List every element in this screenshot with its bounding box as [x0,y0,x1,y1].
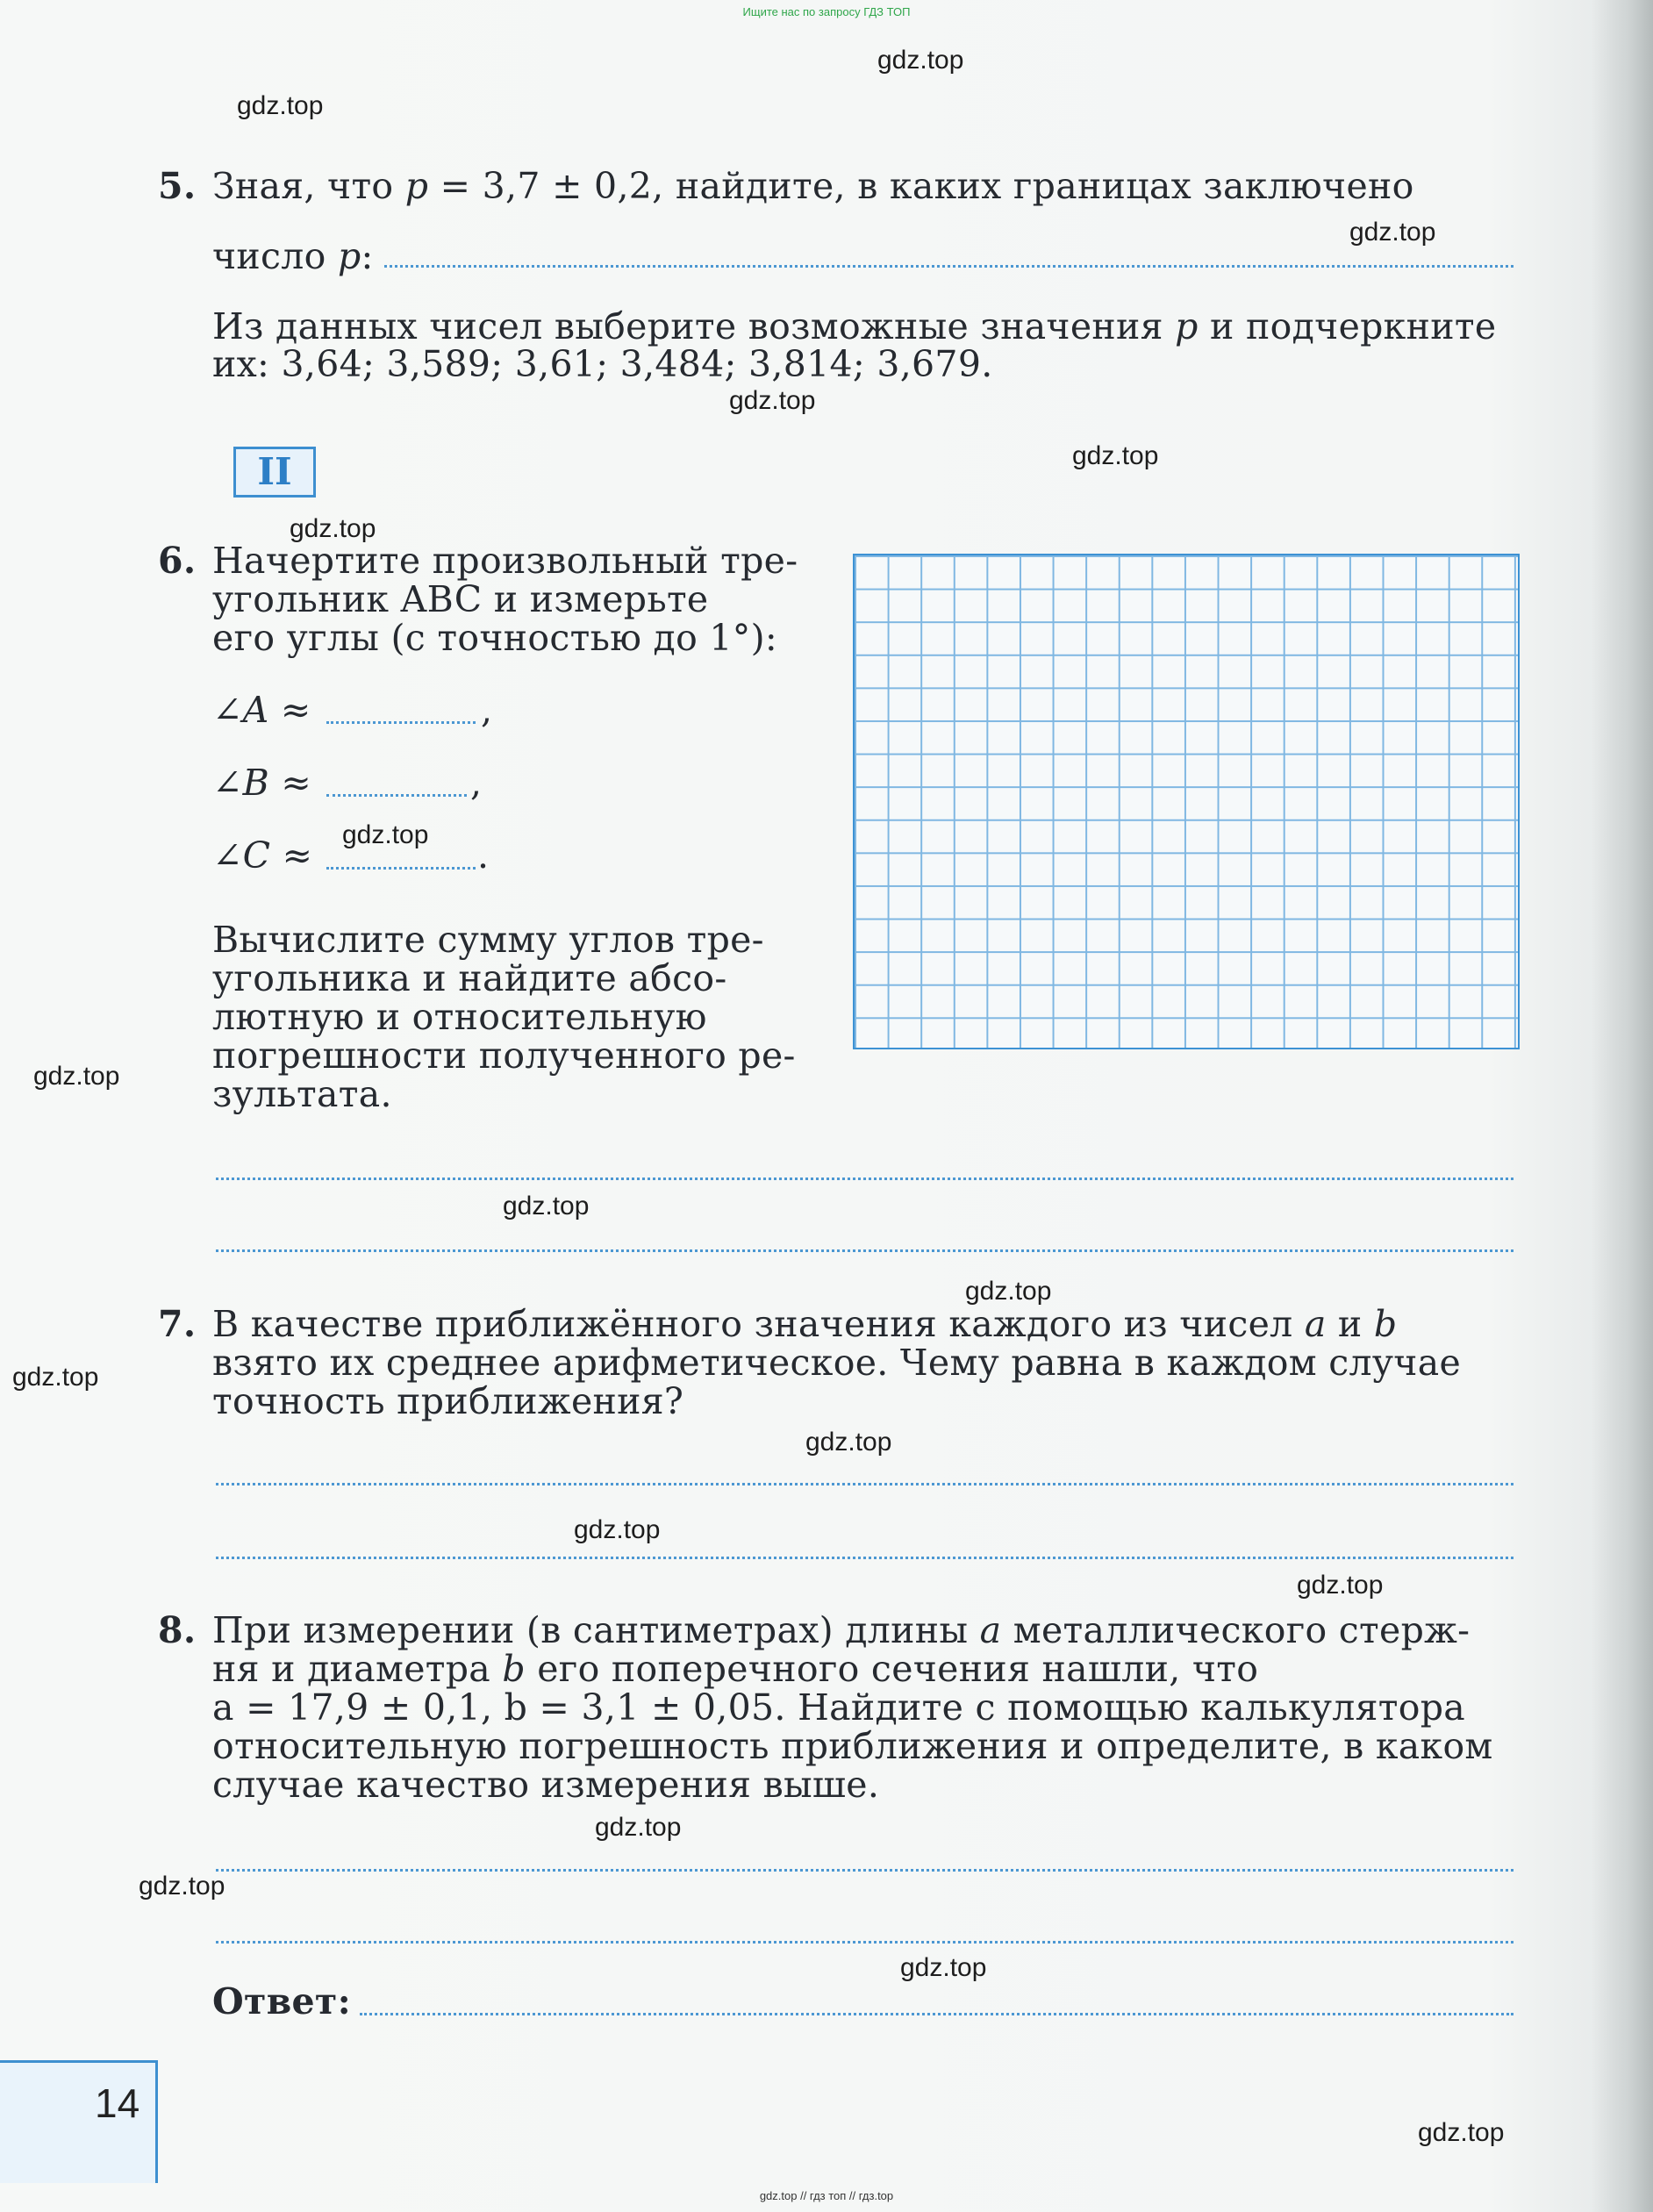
task5-line1: Зная, что p = 3,7 ± 0,2, найдите, в каких границах заключено [212,165,1414,207]
task6-line: угольника и найдите абсо- [212,957,727,999]
task7-line2: взято их среднее арифметическое. Чему равна в каждом случае [212,1342,1462,1384]
watermark: gdz.top [342,820,429,849]
task8-line4: относительную погрешность приближения и определите, в каком [212,1725,1493,1767]
task6-answer-line[interactable] [216,1249,1513,1252]
task6-answer-line[interactable] [216,1178,1513,1180]
watermark: gdz.top [595,1813,682,1842]
final-answer-line[interactable] [360,2013,1513,2015]
watermark: gdz.top [12,1363,99,1392]
task8-line1: При измерении (в сантиметрах) длины a металлического стерж- [212,1609,1471,1651]
header-note: Ищите нас по запросу ГДЗ ТОП [742,5,911,18]
task7-line1: В качестве приближённого значения каждого из чисел a и b [212,1303,1398,1345]
page-number: 14 [95,2080,140,2126]
task5-line2: число p: [212,235,374,277]
task5-answer-line[interactable] [384,265,1513,268]
task6-line: Начертите произвольный тре- [212,540,798,582]
task7-number: 7. [158,1303,197,1345]
task6-line: Вычислите сумму углов тре- [212,919,764,961]
task8-number: 8. [158,1609,197,1651]
watermark: gdz.top [729,386,816,415]
comma: , [470,762,483,804]
page-edge-shadow [1592,0,1653,2212]
watermark: gdz.top [33,1062,120,1091]
task6-line: его углы (с точностью до 1°): [212,617,777,659]
task6-number: 6. [158,540,197,582]
watermark: gdz.top [237,91,324,120]
task8-line3: a = 17,9 ± 0,1, b = 3,1 ± 0,05. Найдите с помощью калькулятора [212,1686,1466,1729]
watermark: gdz.top [900,1953,987,1982]
answer-label: Ответ: [212,1980,352,2022]
watermark: gdz.top [965,1277,1052,1306]
task7-answer-line[interactable] [216,1483,1513,1485]
footer-note: gdz.top // гдз топ // гдз.top [759,2189,894,2202]
watermark: gdz.top [1349,218,1436,247]
watermark: gdz.top [1297,1571,1384,1600]
task7-line3: точность приближения? [212,1380,684,1422]
watermark: gdz.top [805,1428,892,1457]
watermark: gdz.top [1418,2118,1505,2147]
task6-line: погрешности полученного ре- [212,1034,796,1077]
angle-c-answer[interactable] [326,867,476,870]
watermark: gdz.top [574,1515,661,1544]
watermark: gdz.top [503,1192,590,1221]
watermark: gdz.top [1072,441,1159,470]
task5-line3: Из данных чисел выберите возможные значения p и подчеркните [212,305,1497,347]
period: . [477,834,490,877]
watermark: gdz.top [290,514,376,543]
comma: , [481,689,493,731]
angle-b-answer[interactable] [326,794,467,797]
task6-line: зультата. [212,1073,392,1115]
task6-line: лютную и относительную [212,996,707,1038]
angle-c-label: ∠C ≈ [212,834,313,877]
level-badge: II [233,447,316,498]
task5-line4: их: 3,64; 3,589; 3,61; 3,484; 3,814; 3,679. [212,343,993,385]
task8-line5: случае качество измерения выше. [212,1764,880,1806]
watermark: gdz.top [139,1872,225,1901]
angle-b-label: ∠B ≈ [212,762,312,804]
watermark: gdz.top [877,46,964,75]
drawing-grid[interactable] [853,554,1520,1049]
task8-line2: ня и диаметра b его поперечного сечения нашли, что [212,1648,1259,1690]
angle-a-label: ∠A ≈ [212,689,311,731]
task5-number: 5. [158,165,197,207]
task8-answer-line[interactable] [216,1941,1513,1944]
task7-answer-line[interactable] [216,1557,1513,1559]
angle-a-answer[interactable] [326,721,476,724]
task6-line: угольник ABC и измерьте [212,578,709,620]
task8-answer-line[interactable] [216,1869,1513,1872]
